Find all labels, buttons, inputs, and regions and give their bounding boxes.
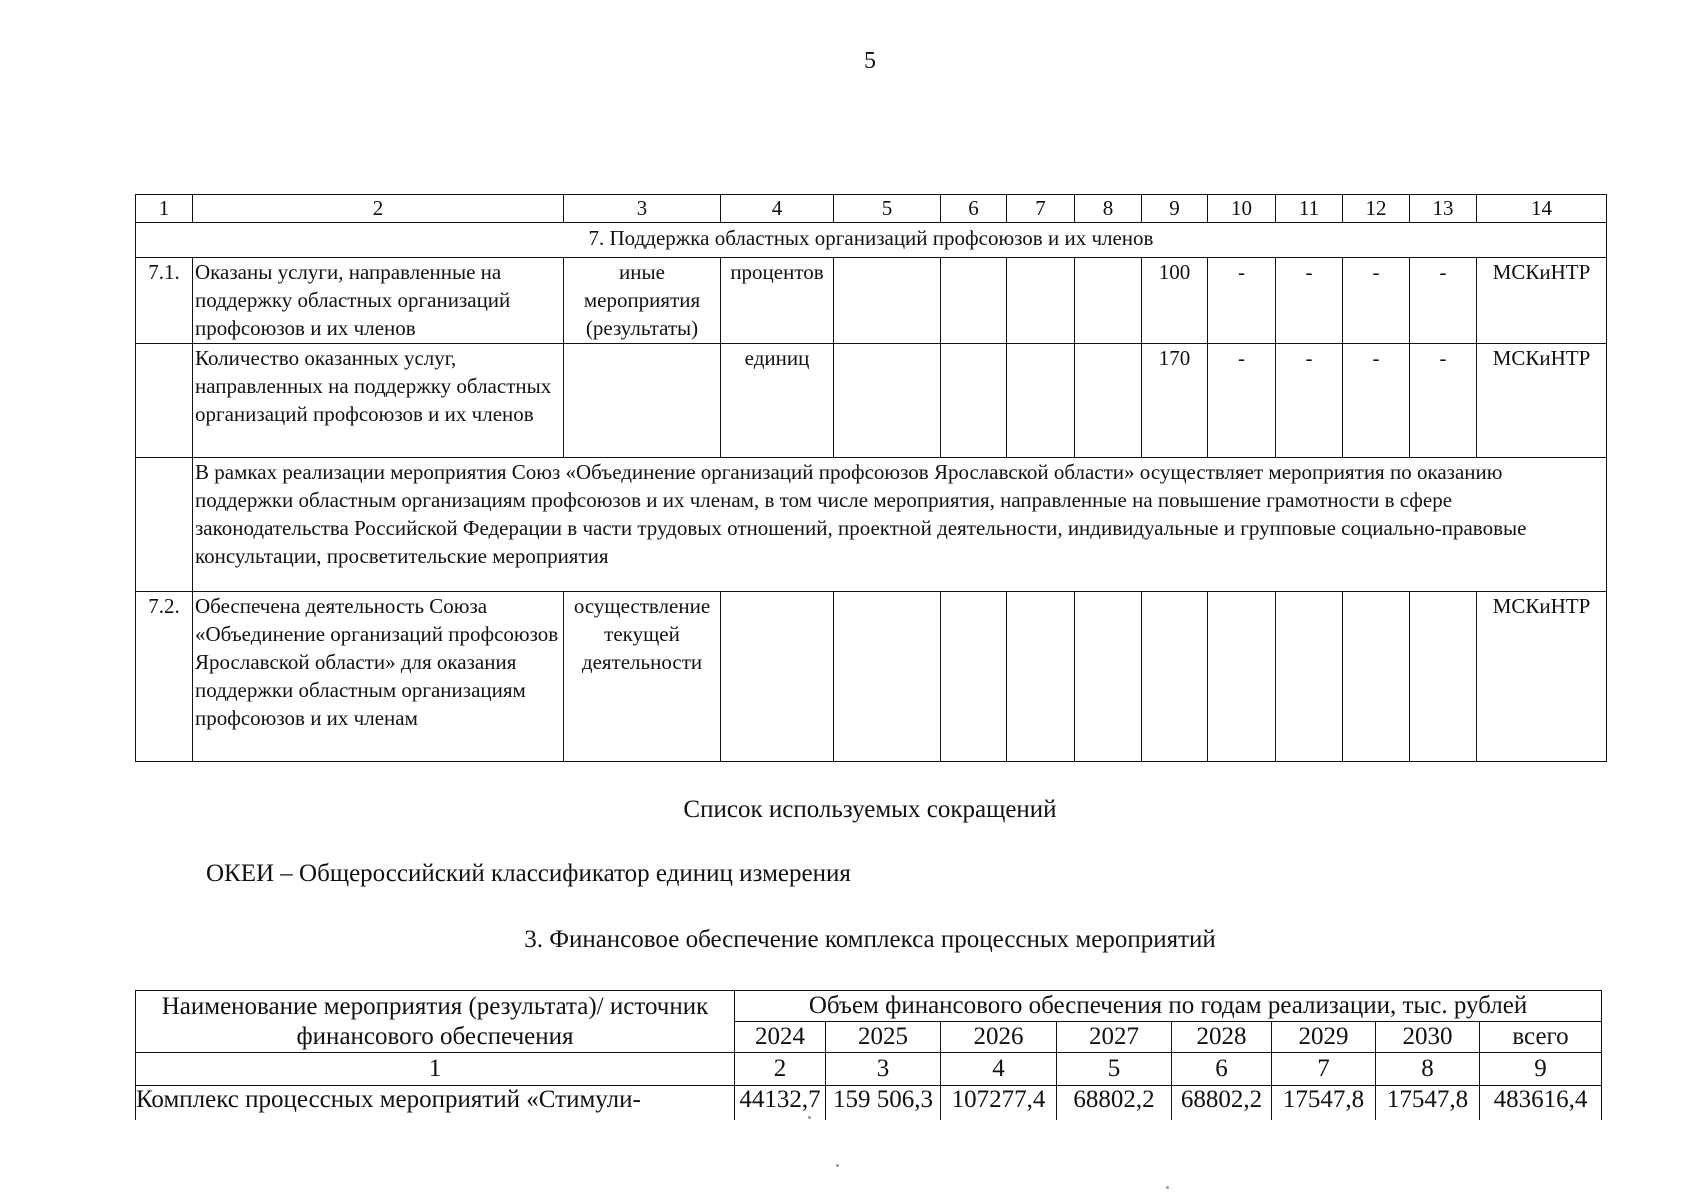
results-header-cell: 12 [1343, 195, 1410, 223]
column-number: 7 [1272, 1053, 1376, 1086]
row-value [1075, 344, 1142, 458]
financing-value: 44132,7 [735, 1086, 826, 1121]
financing-title: 3. Финансовое обеспечение комплекса процессных мероприятий [524, 926, 1216, 953]
year-header: 2029 [1272, 1022, 1376, 1053]
row-unit [721, 592, 834, 762]
row-value [1142, 592, 1208, 762]
row-name: Оказаны услуги, направленные на поддержку областных организаций профсоюзов и их членов [193, 258, 564, 344]
row-number: 7.2. [136, 592, 193, 762]
results-header-cell: 13 [1410, 195, 1477, 223]
financing-value: 17547,8 [1272, 1086, 1376, 1121]
results-header-cell: 4 [721, 195, 834, 223]
row-value [834, 344, 941, 458]
column-number: 2 [735, 1053, 826, 1086]
abbreviations-title: Список используемых сокращений [683, 796, 1057, 823]
row-unit: единиц [721, 344, 834, 458]
results-header-cell: 2 [193, 195, 564, 223]
financing-total-value: 483616,4 [1480, 1086, 1602, 1121]
row-type: осуществление текущей деятельности [564, 592, 721, 762]
financing-header-row [136, 991, 1602, 1022]
year-header: 2027 [1057, 1022, 1172, 1053]
row-value [1075, 258, 1142, 344]
financing-value: 107277,4 [941, 1086, 1057, 1121]
results-header-row [136, 195, 1607, 223]
row-number [136, 344, 193, 458]
year-header: 2026 [941, 1022, 1057, 1053]
year-header: 2030 [1376, 1022, 1480, 1053]
description-spacer [136, 458, 193, 592]
row-value [1343, 592, 1410, 762]
row-responsible: МСКиНТР [1477, 344, 1607, 458]
row-responsible: МСКиНТР [1477, 258, 1607, 344]
description-row [136, 458, 1607, 592]
section-title: 7. Поддержка областных организаций профсоюзов и их членов [136, 223, 1607, 258]
row-type [564, 344, 721, 458]
financing-value: 17547,8 [1376, 1086, 1480, 1121]
results-header-cell: 8 [1075, 195, 1142, 223]
column-number: 9 [1480, 1053, 1602, 1086]
results-header-cell: 7 [1007, 195, 1075, 223]
row-value [941, 592, 1007, 762]
results-table [135, 194, 1607, 762]
financing-name-header: Наименование мероприятия (результата)/ источник финансового обеспечения [136, 991, 735, 1053]
total-header: всего [1480, 1022, 1602, 1053]
row-value [1410, 592, 1477, 762]
section-row [136, 223, 1607, 258]
year-header: 2025 [826, 1022, 941, 1053]
column-number: 6 [1172, 1053, 1272, 1086]
page-number: 5 [864, 48, 876, 74]
row-value: - [1276, 344, 1343, 458]
results-header-cell: 5 [834, 195, 941, 223]
row-value [834, 258, 941, 344]
financing-value: 159 506,3 [826, 1086, 941, 1121]
row-value: - [1208, 258, 1276, 344]
column-number: 8 [1376, 1053, 1480, 1086]
results-header-cell: 14 [1477, 195, 1607, 223]
financing-value: 68802,2 [1057, 1086, 1172, 1121]
row-value [1007, 592, 1075, 762]
financing-group-header: Объем финансового обеспечения по годам реализации, тыс. рублей [735, 991, 1602, 1022]
row-unit: процентов [721, 258, 834, 344]
year-header: 2024 [735, 1022, 826, 1053]
row-value [1276, 592, 1343, 762]
row-name: Обеспечена деятельность Союза «Объединение организаций профсоюзов Ярославской области» для оказания поддержки областным организациям профсоюзов и их членам [193, 592, 564, 762]
row-value: - [1343, 344, 1410, 458]
row-value [1208, 592, 1276, 762]
row-value: 100 [1142, 258, 1208, 344]
scan-speck [836, 1164, 839, 1167]
financing-table [135, 990, 1602, 1120]
year-header: 2028 [1172, 1022, 1272, 1053]
row-value: - [1410, 344, 1477, 458]
column-number: 1 [136, 1053, 735, 1086]
row-value: - [1208, 344, 1276, 458]
results-header-cell: 1 [136, 195, 193, 223]
results-header-cell: 9 [1142, 195, 1208, 223]
okei-definition: ОКЕИ – Общероссийский классификатор единиц измерения [206, 860, 851, 887]
row-value [941, 344, 1007, 458]
row-value [1007, 344, 1075, 458]
results-header-cell: 11 [1276, 195, 1343, 223]
scan-speck [808, 1116, 811, 1119]
row-value: 170 [1142, 344, 1208, 458]
row-value: - [1343, 258, 1410, 344]
results-header-cell: 3 [564, 195, 721, 223]
column-number: 5 [1057, 1053, 1172, 1086]
financing-data-row [136, 1086, 1602, 1121]
row-name: Количество оказанных услуг, направленных на поддержку областных организаций профсоюзов и их членов [193, 344, 564, 458]
table-row [136, 258, 1607, 344]
results-header-cell: 6 [941, 195, 1007, 223]
row-number: 7.1. [136, 258, 193, 344]
table-row [136, 592, 1607, 762]
financing-value: 68802,2 [1172, 1086, 1272, 1121]
table-row [136, 344, 1607, 458]
row-value [941, 258, 1007, 344]
column-number: 4 [941, 1053, 1057, 1086]
row-value: - [1276, 258, 1343, 344]
row-value [834, 592, 941, 762]
scan-speck [1166, 1186, 1169, 1189]
column-number: 3 [826, 1053, 941, 1086]
row-value [1007, 258, 1075, 344]
row-type: иные мероприятия (результаты) [564, 258, 721, 344]
results-header-cell: 10 [1208, 195, 1276, 223]
description-text: В рамках реализации мероприятия Союз «Объединение организаций профсоюзов Ярославской области» осуществляет мероприятия по оказанию поддержки областным организациям профсоюзов и их членам, в том числе мероприятия, направленные на повышение грамотности в сфере законодательства Российской Федерации в части трудовых отношений, проектной деятельности, индивидуальные и групповые социально-правовые консультации, просветительские мероприятия [193, 458, 1607, 592]
financing-row-name: Комплекс процессных мероприятий «Стимули- [136, 1086, 735, 1121]
row-value [1075, 592, 1142, 762]
row-value: - [1410, 258, 1477, 344]
row-responsible: МСКиНТР [1477, 592, 1607, 762]
financing-number-row [136, 1053, 1602, 1086]
